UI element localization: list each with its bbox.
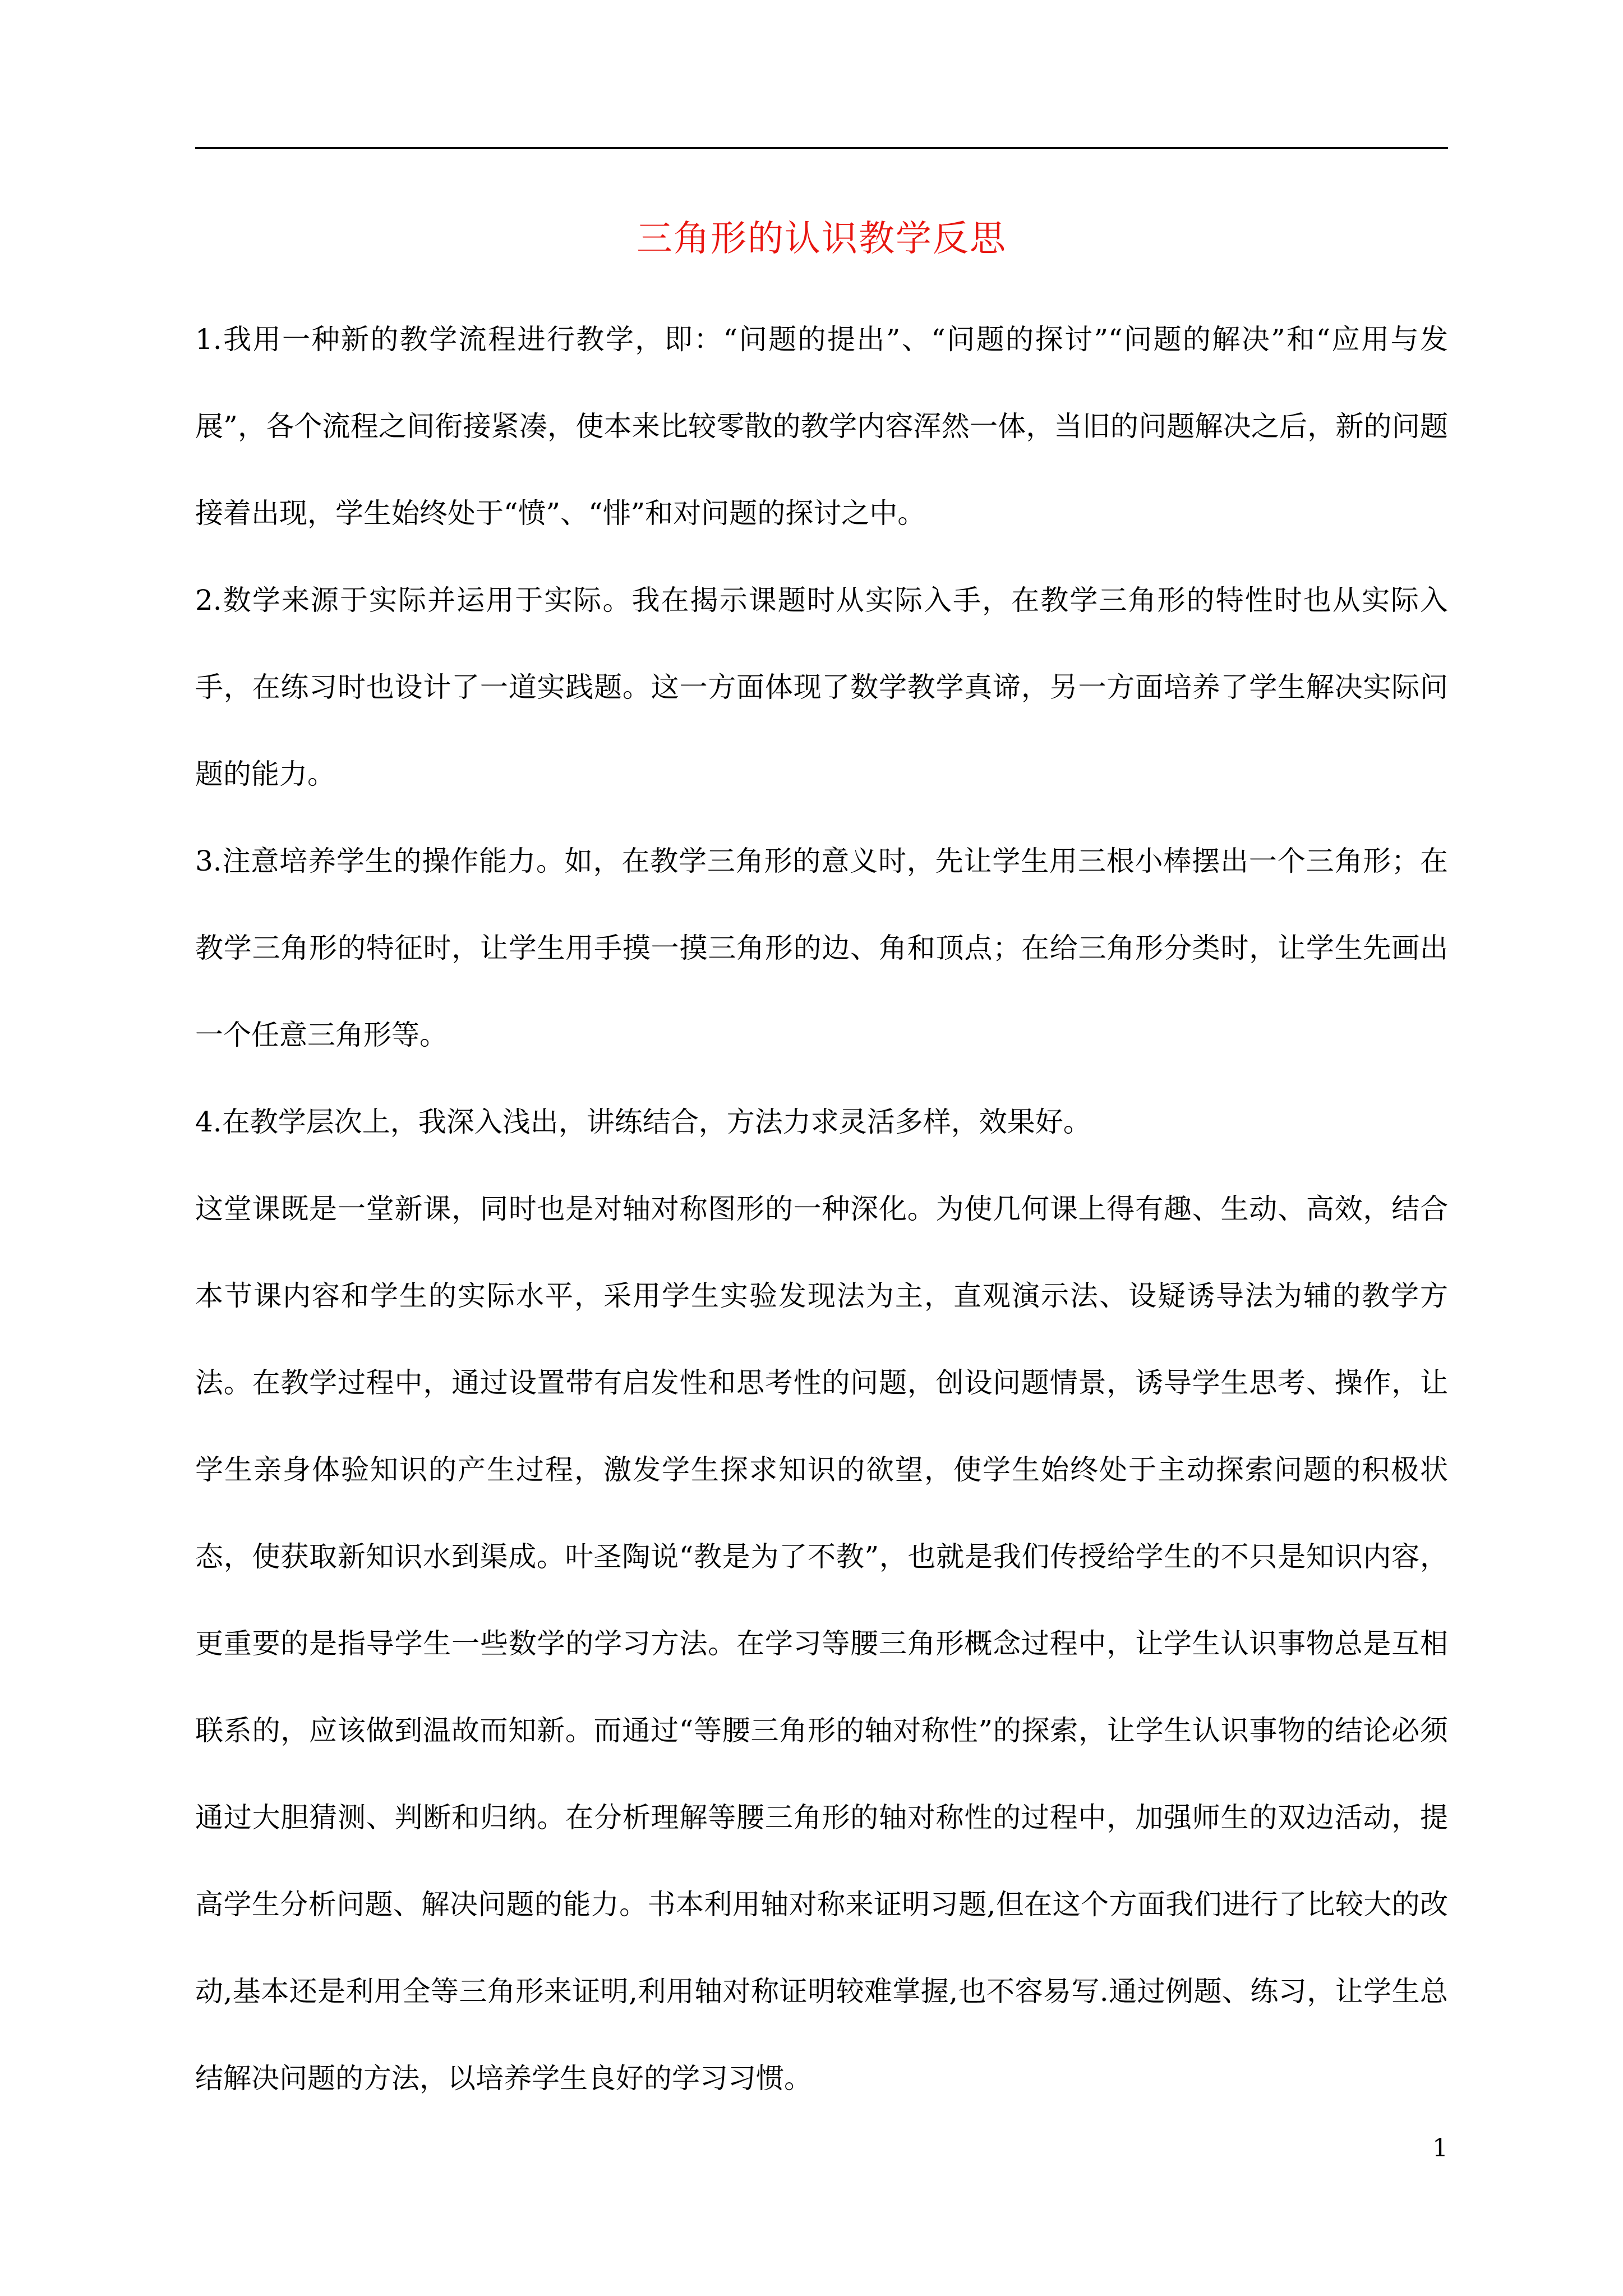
page-number: 1 [1432,2134,1448,2162]
paragraph-4: 4.在教学层次上，我深入浅出，讲练结合，方法力求灵活多样，效果好。 [195,1106,1091,1138]
paragraph-5: 这堂课既是一堂新课，同时也是对轴对称图形的一种深化。为使几何课上得有趣、生动、高效，结合本节课内容和学生的实际水平，采用学生实验发现法为主，直观演示法、设疑诱导法为辅的教学方法。在教学过程中，通过设置带有启发性和思考性的问题，创设问题情景，诱导学生思考、操作，让学生亲身体验知识的产生过程，激发学生探求知识的欲望，使学生始终处于主动探索问题的积极状态，使获取新知识水到渠成。叶圣陶说“教是为了不教”，也就是我们传授给学生的不只是知识内容，更重要的是指导学生一些数学的学习方法。在学习等腰三角形概念过程中，让学生认识事物总是互相联系的，应该做到温故而知新。而通过“等腰三角形的轴对称性”的探索，让学生认识事物的结论必须通过大胆猜测、判断和归纳。在分析理解等腰三角形的轴对称性的过程中，加强师生的双边活动，提高学生分析问题、解决问题的能力。书本利用轴对称来证明习题,但在这个方面我们进行了比较大的改动,基本还是利用全等三角形来证明,利用轴对称证明较难掌握,也不容易写.通过例题、练习，让学生总结解决问题的方法，以培养学生良好的学习习惯。 [195,1193,1448,2095]
header-rule [195,147,1448,149]
document-title: 三角形的认识教学反思 [637,218,1007,260]
paragraph-3: 3.注意培养学生的操作能力。如，在教学三角形的意义时，先让学生用三根小棒摆出一个三角形；在教学三角形的特征时，让学生用手摸一摸三角形的边、角和顶点；在给三角形分类时，让学生先画出一个任意三角形等。 [195,845,1448,1051]
paragraph-1: 1.我用一种新的教学流程进行教学，即：“问题的提出”、“问题的探讨”“问题的解决”和“应用与发展”，各个流程之间衔接紧凑，使本来比较零散的教学内容浑然一体，当旧的问题解决之后，新的问题接着出现，学生始终处于“愤”、“悱”和对问题的探讨之中。 [195,323,1448,530]
paragraph-2: 2.数学来源于实际并运用于实际。我在揭示课题时从实际入手，在教学三角形的特性时也从实际入手，在练习时也设计了一道实践题。这一方面体现了数学教学真谛，另一方面培养了学生解决实际问题的能力。 [195,584,1448,790]
document-body [195,296,1448,2122]
